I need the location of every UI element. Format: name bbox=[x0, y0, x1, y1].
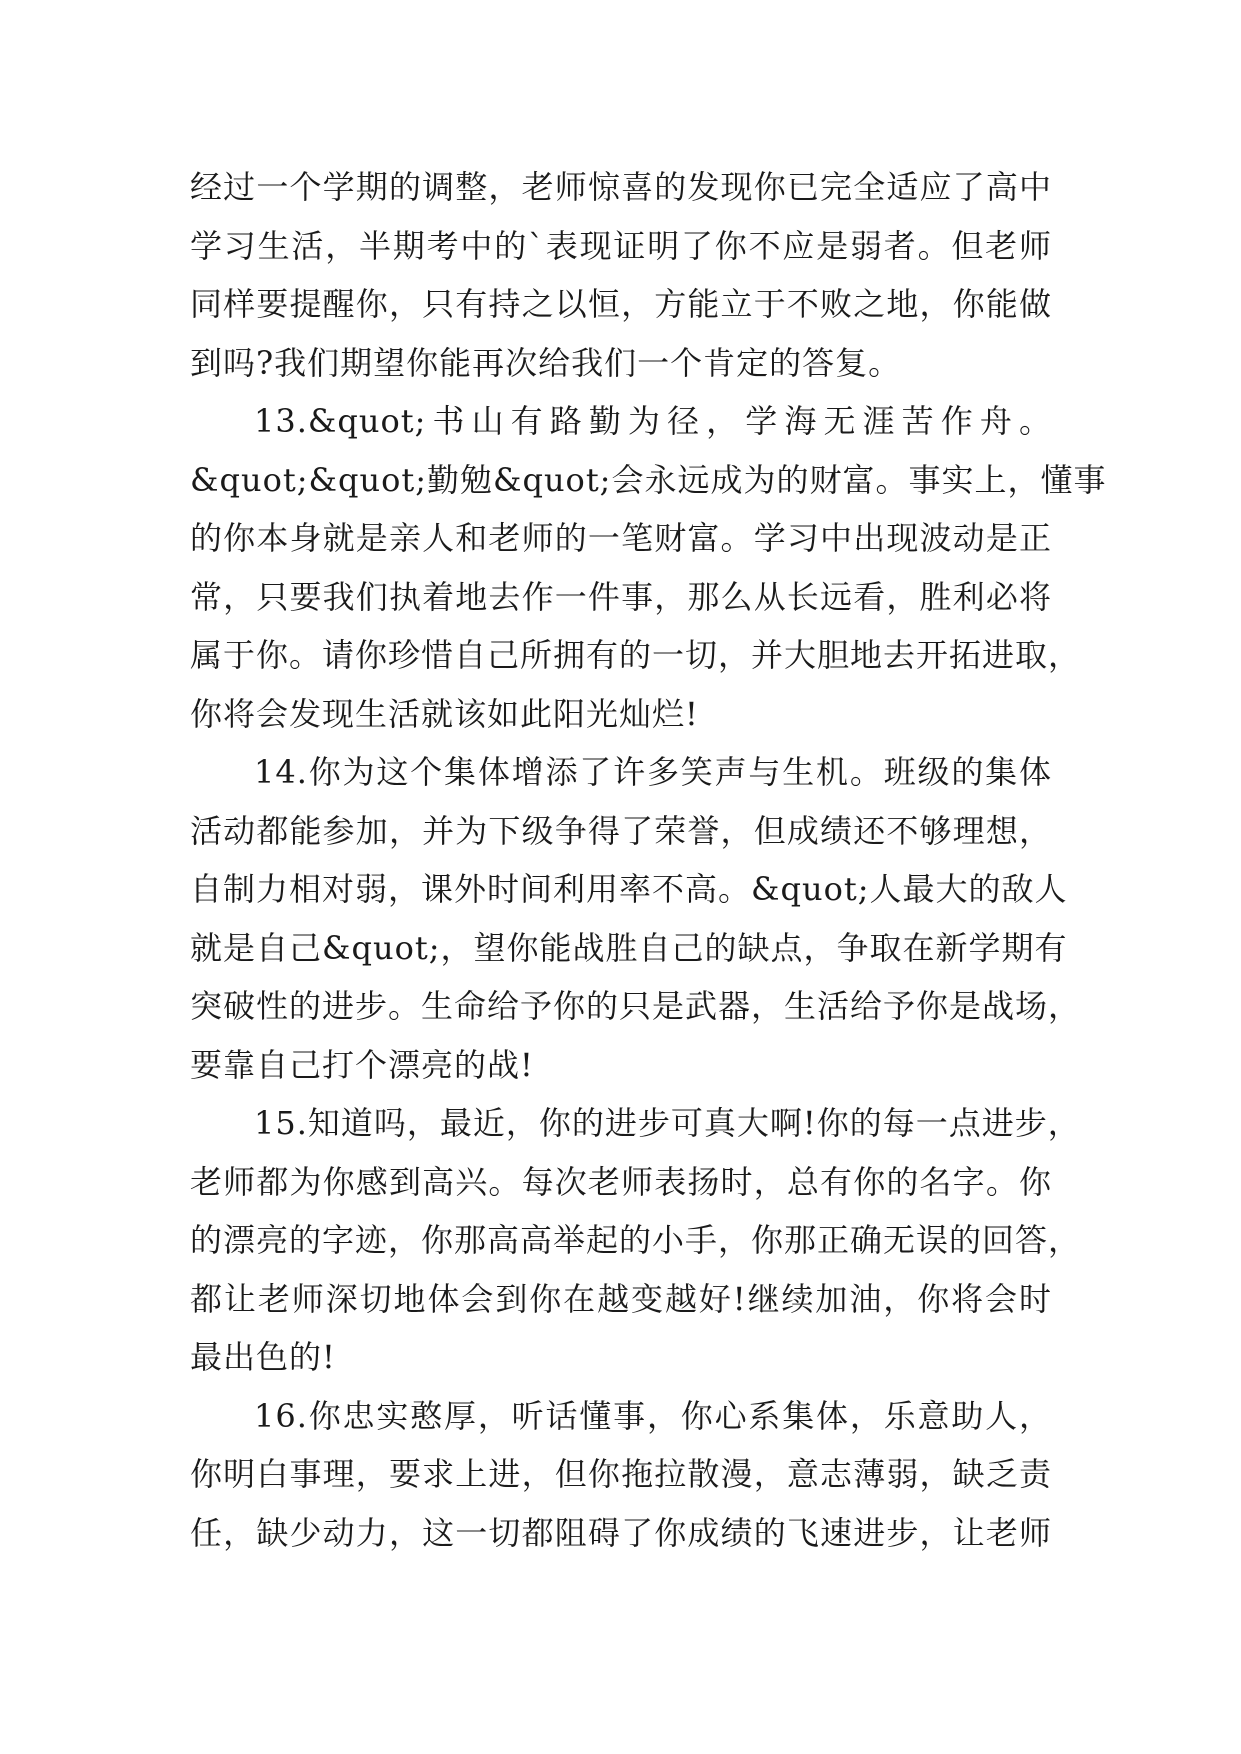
text-line: 任，缺少动力，这一切都阻碍了你成绩的飞速进步，让老师 bbox=[190, 1513, 1052, 1552]
text-line: 你明白事理，要求上进，但你拖拉散漫，意志薄弱，缺乏责 bbox=[190, 1455, 1052, 1493]
paragraph-12-continued bbox=[190, 158, 1052, 392]
text-line: 最出色的! bbox=[190, 1338, 336, 1376]
paragraph-13 bbox=[190, 392, 1107, 743]
text-line: 自制力相对弱，课外时间利用率不高。&quot;人最大的敌人 bbox=[190, 870, 1068, 908]
text-line: 属于你。请你珍惜自己所拥有的一切，并大胆地去开拓进取， bbox=[190, 636, 1082, 674]
text-line: 都让老师深切地体会到你在越变越好!继续加油，你将会时 bbox=[190, 1279, 1052, 1318]
text-line: 学习生活，半期考中的`表现证明了你不应是弱者。但老师 bbox=[190, 226, 1052, 265]
document-page bbox=[190, 158, 1107, 1562]
text-line: 到吗?我们期望你能再次给我们一个肯定的答复。 bbox=[190, 343, 902, 382]
text-line: 同样要提醒你，只有持之以恒，方能立于不败之地，你能做 bbox=[190, 285, 1052, 323]
paragraph-15 bbox=[190, 1094, 1082, 1387]
text-line: &quot;&quot;勤勉&quot;会永远成为的财富。事实上，懂事 bbox=[190, 460, 1107, 499]
text-line: 的你本身就是亲人和老师的一笔财富。学习中出现波动是正 bbox=[190, 519, 1052, 557]
text-line: 老师都为你感到高兴。每次老师表扬时，总有你的名字。你 bbox=[190, 1162, 1052, 1201]
text-line: 突破性的进步。生命给予你的只是武器，生活给予你是战场， bbox=[190, 987, 1082, 1025]
text-line: 15.知道吗，最近，你的进步可真大啊!你的每一点进步， bbox=[254, 1104, 1081, 1142]
text-line: 就是自己&quot;，望你能战胜自己的缺点，争取在新学期有 bbox=[190, 928, 1068, 967]
paragraph-16 bbox=[190, 1387, 1052, 1563]
text-line: 要靠自己打个漂亮的战! bbox=[190, 1045, 534, 1084]
text-line: 的漂亮的字迹，你那高高举起的小手，你那正确无误的回答， bbox=[190, 1221, 1082, 1259]
paragraph-14 bbox=[190, 743, 1082, 1094]
text-line: 16.你忠实憨厚，听话懂事，你心系集体，乐意助人， bbox=[254, 1396, 1052, 1435]
text-line: 13.&quot;书山有路勤为径，学海无涯苦作舟。 bbox=[254, 402, 1052, 440]
text-line: 常，只要我们执着地去作一件事，那么从长远看，胜利必将 bbox=[190, 577, 1052, 616]
text-line: 经过一个学期的调整，老师惊喜的发现你已完全适应了高中 bbox=[190, 168, 1052, 206]
text-line: 14.你为这个集体增添了许多笑声与生机。班级的集体 bbox=[254, 753, 1052, 791]
text-line: 活动都能参加，并为下级争得了荣誉，但成绩还不够理想， bbox=[190, 811, 1052, 850]
text-line: 你将会发现生活就该如此阳光灿烂! bbox=[190, 694, 699, 733]
